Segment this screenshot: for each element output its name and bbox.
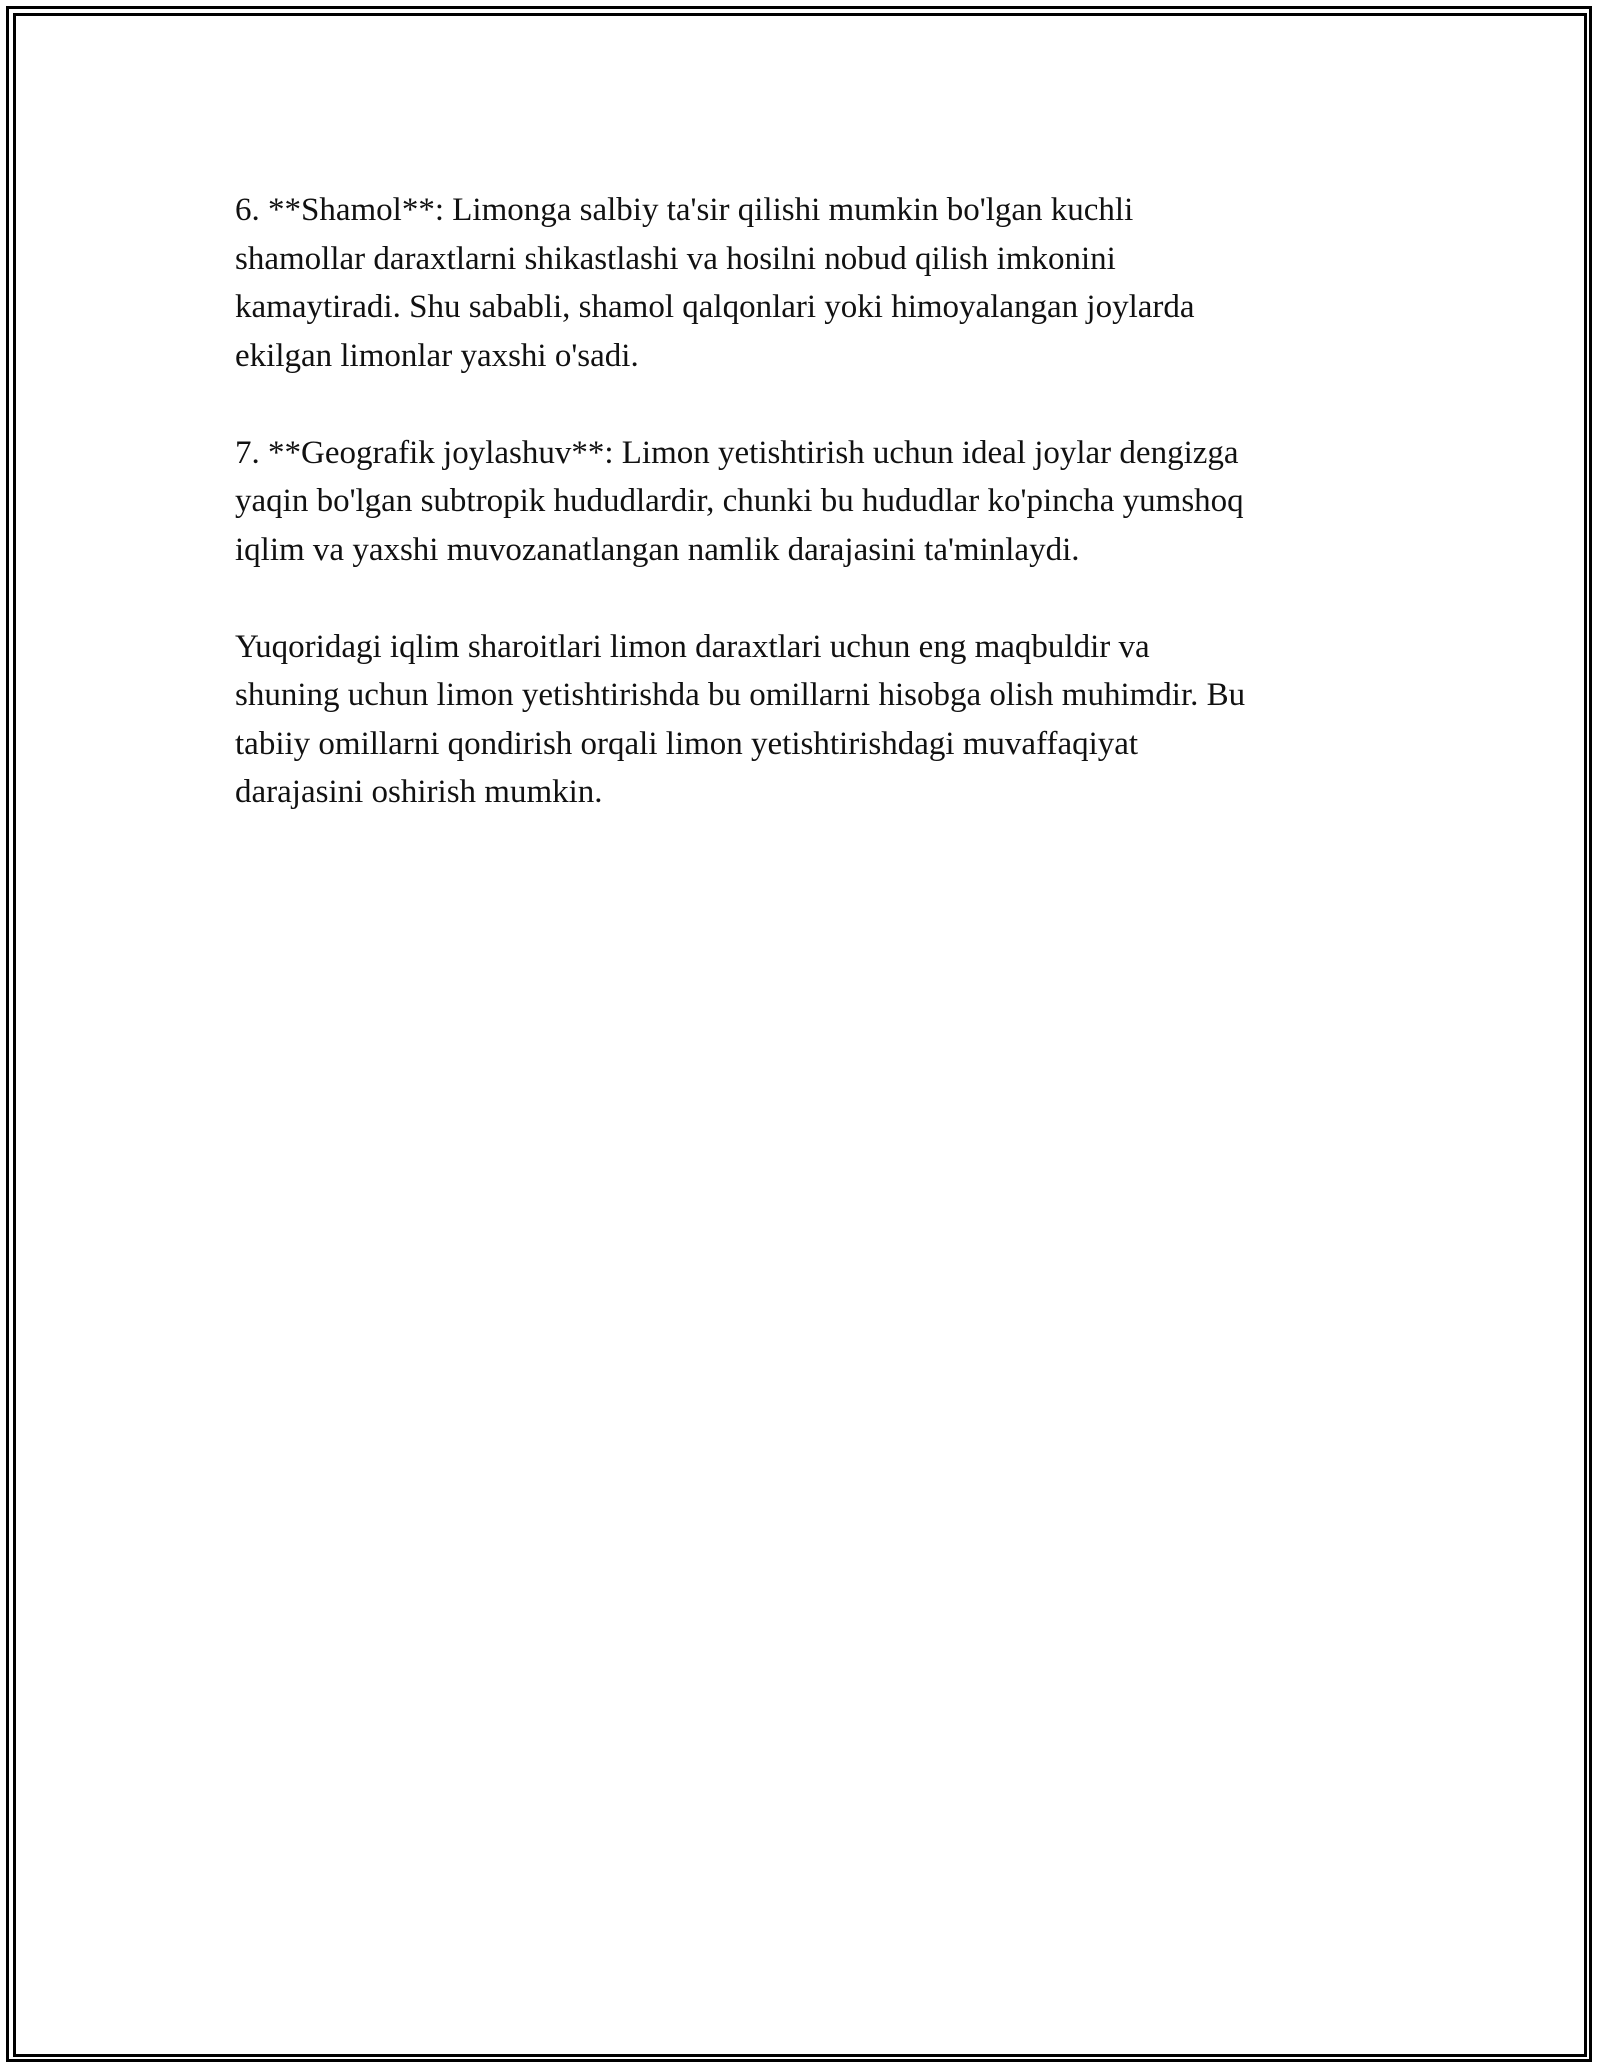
text-line: ekilgan limonlar yaxshi o'sadi. bbox=[235, 337, 639, 374]
text-line: shamollar daraxtlarni shikastlashi va hosilni nobud qilish imkonini bbox=[235, 240, 1116, 277]
paragraph-shamol bbox=[235, 186, 1375, 380]
text-line: Yuqoridagi iqlim sharoitlari limon daraxtlari uchun eng maqbuldir va bbox=[235, 628, 1150, 665]
text-line: tabiiy omillarni qondirish orqali limon yetishtirishdagi muvaffaqiyat bbox=[235, 725, 1139, 762]
paragraph-conclusion bbox=[235, 623, 1375, 817]
paragraph-geografik-joylashuv bbox=[235, 429, 1375, 575]
text-line: shuning uchun limon yetishtirishda bu omillarni hisobga olish muhimdir. Bu bbox=[235, 677, 1246, 713]
text-line: iqlim va yaxshi muvozanatlangan namlik darajasini ta'minlaydi. bbox=[235, 531, 1080, 568]
text-line: yaqin bo'lgan subtropik hududlardir, chunki bu hududlar ko'pincha yumshoq bbox=[235, 483, 1244, 519]
document-body bbox=[235, 186, 1375, 865]
text-line: 7. **Geografik joylashuv**: Limon yetishtirish uchun ideal joylar dengizga bbox=[235, 434, 1239, 471]
text-line: darajasini oshirish mumkin. bbox=[235, 774, 603, 810]
text-line: kamaytiradi. Shu sababli, shamol qalqonlari yoki himoyalangan joylarda bbox=[235, 289, 1195, 325]
text-line: 6. **Shamol**: Limonga salbiy ta'sir qilishi mumkin bo'lgan kuchli bbox=[235, 192, 1134, 228]
